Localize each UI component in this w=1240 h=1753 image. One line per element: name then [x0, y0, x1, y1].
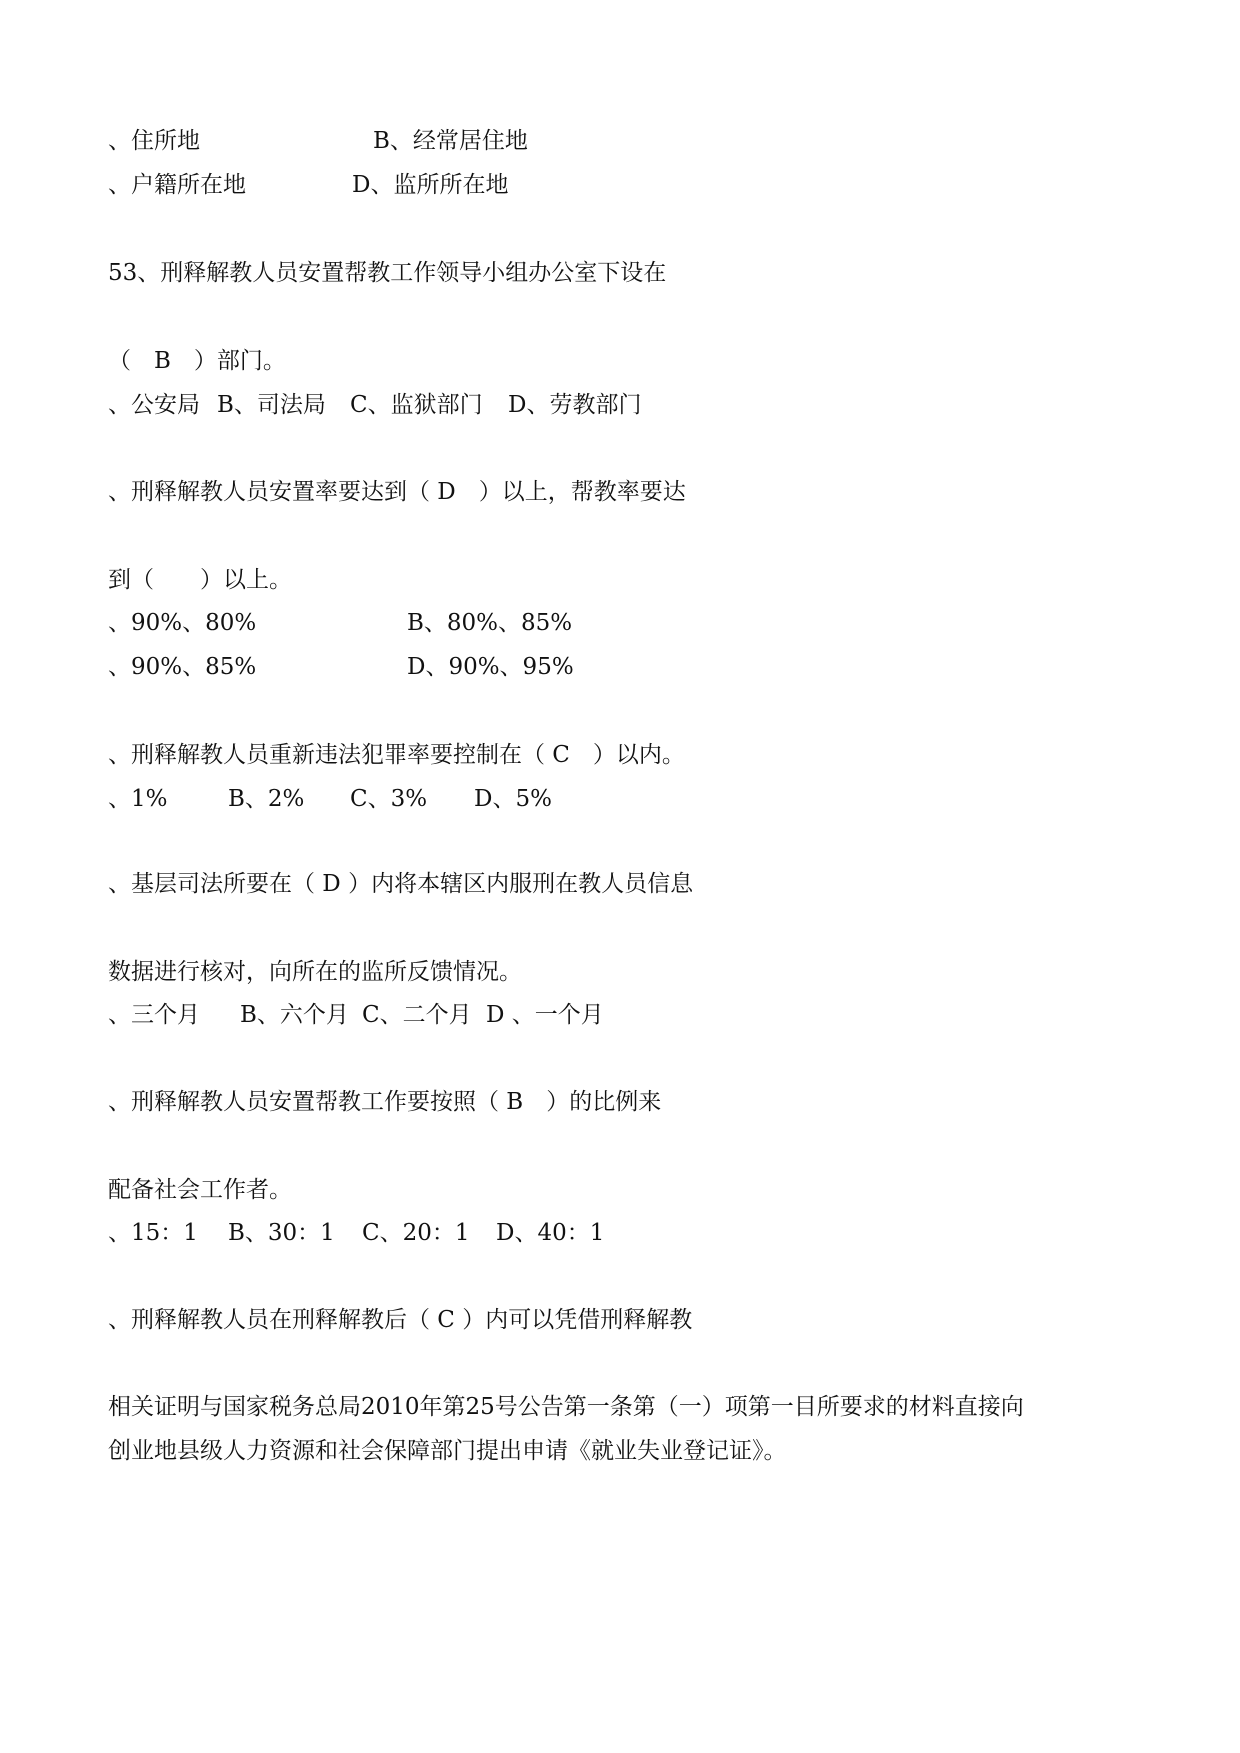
- option-c: C、二个月: [362, 1002, 472, 1028]
- option-b: B、2%: [228, 786, 305, 812]
- question-55-options: [0, 784, 1240, 814]
- option-c: 、90%、85%: [108, 654, 257, 680]
- question-54-options-ab: [0, 608, 1240, 638]
- question-53-line-1: [0, 258, 1240, 288]
- option-a: 、公安局: [108, 392, 200, 418]
- question-54-text-cont: 到（ ）以上。: [108, 567, 292, 593]
- option-c: C、3%: [350, 786, 428, 812]
- question-57-text: 、刑释解教人员安置帮教工作要按照（ B ）的比例来: [108, 1089, 662, 1115]
- question-55-line-1: [0, 740, 1240, 770]
- option-a: 、1%: [108, 786, 168, 812]
- option-c: 、户籍所在地: [108, 172, 246, 198]
- question-54-text: 、刑释解教人员安置率要达到（ D ）以上，帮教率要达: [108, 479, 686, 505]
- option-d: D 、一个月: [486, 1002, 604, 1028]
- paragraph-text: 相关证明与国家税务总局2010年第25号公告第一条第（一）项第一目所要求的材料直接向: [108, 1394, 1024, 1420]
- option-d: D、监所所在地: [352, 172, 509, 198]
- option-a: 、三个月: [108, 1002, 200, 1028]
- option-d: D、劳教部门: [508, 392, 642, 418]
- question-55-text: 、刑释解教人员重新违法犯罪率要控制在（ C ）以内。: [108, 742, 685, 768]
- option-a: 、住所地: [108, 128, 200, 154]
- option-d: D、40：1: [496, 1220, 605, 1246]
- option-a: 、90%、80%: [108, 610, 257, 636]
- question-53-line-2: [0, 346, 1240, 376]
- question-54-line-2: [0, 565, 1240, 595]
- option-b: B、司法局: [217, 392, 326, 418]
- question-57-text-cont: 配备社会工作者。: [108, 1177, 292, 1203]
- question-54-line-1: [0, 477, 1240, 507]
- option-line-a-b: [0, 126, 1240, 156]
- question-57-options: [0, 1218, 1240, 1248]
- question-53-text: 53、刑释解教人员安置帮教工作领导小组办公室下设在: [108, 260, 667, 286]
- option-line-c-d: [0, 170, 1240, 200]
- option-b: B、80%、85%: [407, 610, 573, 636]
- question-53-answer: （ B ）部门。: [108, 348, 286, 374]
- question-53-options: [0, 390, 1240, 420]
- option-a: 、15：1: [108, 1220, 198, 1246]
- question-58-line-1: [0, 1305, 1240, 1335]
- question-56-options: [0, 1000, 1240, 1030]
- option-c: C、20：1: [362, 1220, 470, 1246]
- paragraph-text-cont: 创业地县级人力资源和社会保障部门提出申请《就业失业登记证》。: [108, 1438, 787, 1464]
- question-58-text: 、刑释解教人员在刑释解教后（ C ）内可以凭借刑释解教: [108, 1307, 693, 1333]
- option-b: B、经常居住地: [373, 128, 528, 154]
- question-56-text: 、基层司法所要在（ D ）内将本辖区内服刑在教人员信息: [108, 871, 694, 897]
- option-c: C、监狱部门: [350, 392, 483, 418]
- option-b: B、六个月: [240, 1002, 349, 1028]
- paragraph-line-2: [0, 1436, 1240, 1466]
- question-57-line-2: [0, 1175, 1240, 1205]
- question-56-text-cont: 数据进行核对，向所在的监所反馈情况。: [108, 959, 522, 985]
- question-57-line-1: [0, 1087, 1240, 1117]
- option-d: D、90%、95%: [407, 654, 574, 680]
- option-b: B、30：1: [228, 1220, 335, 1246]
- question-56-line-1: [0, 869, 1240, 899]
- paragraph-line-1: [0, 1392, 1240, 1422]
- option-d: D、5%: [474, 786, 552, 812]
- question-56-line-2: [0, 957, 1240, 987]
- question-54-options-cd: [0, 652, 1240, 682]
